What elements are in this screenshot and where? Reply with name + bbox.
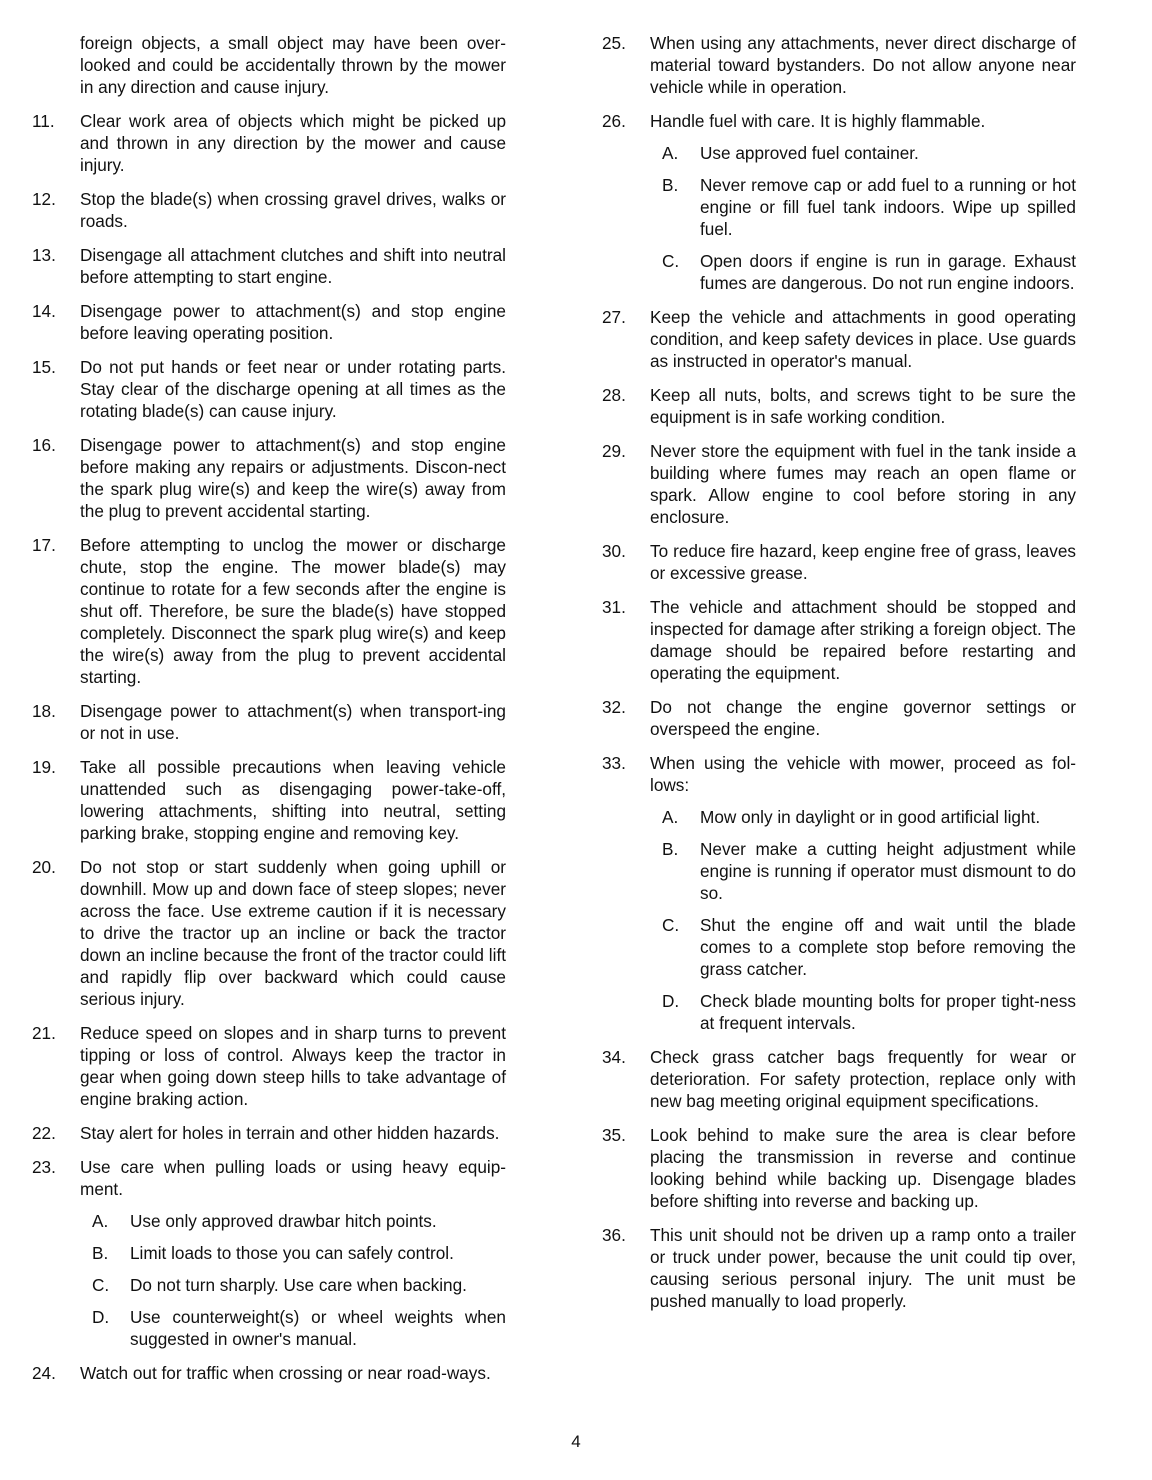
safety-rule-item: [32, 1362, 506, 1384]
sub-rule-item: [80, 1210, 506, 1232]
rule-number: 24.: [32, 1363, 56, 1383]
rule-text: Keep all nuts, bolts, and screws tight to be sure the equipment is in safe working condition.: [650, 385, 1076, 427]
rule-number: 29.: [602, 441, 626, 461]
safety-rule-item: [602, 696, 1076, 740]
rule-text: Disengage power to attachment(s) when transport-ing or not in use.: [80, 701, 506, 743]
rule-number: 19.: [32, 757, 56, 777]
sub-rule-item: [650, 250, 1076, 294]
safety-rule-item: [32, 1156, 506, 1350]
sub-rule-item: [650, 838, 1076, 904]
sub-rule-text: Limit loads to those you can safely control.: [130, 1243, 454, 1263]
rule-number: 32.: [602, 697, 626, 717]
rule-number: 14.: [32, 301, 56, 321]
sub-rule-text: Shut the engine off and wait until the blade comes to a complete stop before removing the grass catcher.: [700, 915, 1076, 979]
rule-text: Do not change the engine governor settings or overspeed the engine.: [650, 697, 1076, 739]
sub-rule-text: Never remove cap or add fuel to a running or hot engine or fill fuel tank indoors. Wipe up spilled fuel.: [700, 175, 1076, 239]
rule-body: [80, 244, 506, 288]
rule-body: [650, 306, 1076, 372]
rule-text: Do not stop or start suddenly when going uphill or downhill. Mow up and down face of steep slopes; never across the face. Use extreme caution if it is necessary to drive the tractor up an incline or back the tractor down an incline because the front of the tractor could lift and rapidly flip over backward which could cause serious injury.: [80, 857, 506, 1009]
sub-rule-text: Open doors if engine is run in garage. Exhaust fumes are dangerous. Do not run engine indoors.: [700, 251, 1076, 293]
rule-body: [80, 700, 506, 744]
safety-rule-item: [32, 434, 506, 522]
continuation-paragraph: foreign objects, a small object may have been over-looked and could be accidentally thrown by the mower in any direction and cause injury.: [80, 33, 506, 97]
rule-number: 26.: [602, 111, 626, 131]
rule-text: This unit should not be driven up a ramp onto a trailer or truck under power, because the unit could tip over, causing serious personal injury. The unit must be pushed manually to load properly.: [650, 1225, 1076, 1311]
rule-number: 36.: [602, 1225, 626, 1245]
sub-rule-item: [650, 806, 1076, 828]
rule-text: Disengage all attachment clutches and shift into neutral before attempting to start engine.: [80, 245, 506, 287]
rule-number: 11.: [32, 111, 55, 131]
rule-text: Look behind to make sure the area is clear before placing the transmission in reverse and continue looking behind while backing up. Disengage blades before shifting into reverse and backing up.: [650, 1125, 1076, 1211]
rule-body: [650, 1046, 1076, 1112]
sub-rule-letter: A.: [662, 143, 679, 163]
rule-body: [80, 188, 506, 232]
rule-text: Disengage power to attachment(s) and stop engine before making any repairs or adjustments. Discon-nect the spark plug wire(s) and keep the wire(s) away from the plug to prevent accidental starting.: [80, 435, 506, 521]
rule-number: 20.: [32, 857, 56, 877]
sub-rule-item: [80, 1242, 506, 1264]
rule-body: [650, 596, 1076, 684]
rule-text: When using the vehicle with mower, proceed as fol-lows:: [650, 753, 1076, 795]
sub-rule-letter: B.: [92, 1243, 109, 1263]
safety-rule-item: [602, 1124, 1076, 1212]
sub-rule-item: [650, 174, 1076, 240]
sub-rule-letter: C.: [662, 251, 680, 271]
rule-number: 25.: [602, 33, 626, 53]
sub-rule-item: [650, 142, 1076, 164]
safety-rule-item: [602, 1046, 1076, 1112]
safety-rule-item: [32, 110, 506, 176]
safety-rule-item: [602, 752, 1076, 1034]
rule-number: 21.: [32, 1023, 56, 1043]
safety-rule-item: [32, 700, 506, 744]
rule-body: [80, 434, 506, 522]
rule-text: Keep the vehicle and attachments in good operating condition, and keep safety devices in place. Use guards as instructed in operator's manual.: [650, 307, 1076, 371]
safety-rule-item: [602, 596, 1076, 684]
rule-body: [650, 1224, 1076, 1312]
sub-rule-text: Mow only in daylight or in good artificial light.: [700, 807, 1041, 827]
safety-rule-item: [32, 188, 506, 232]
rule-body: [650, 110, 1076, 294]
safety-rule-item: [32, 1022, 506, 1110]
safety-rule-item: [602, 384, 1076, 428]
rule-number: 31.: [602, 597, 626, 617]
rule-text: Check grass catcher bags frequently for wear or deterioration. For safety protection, replace only with new bag meeting original equipment specifications.: [650, 1047, 1076, 1111]
sub-rule-text: Do not turn sharply. Use care when backing.: [130, 1275, 467, 1295]
rule-body: [80, 110, 506, 176]
rule-number: 34.: [602, 1047, 626, 1067]
rule-text: To reduce fire hazard, keep engine free of grass, leaves or excessive grease.: [650, 541, 1076, 583]
rule-body: [80, 534, 506, 688]
sub-rule-text: Check blade mounting bolts for proper tight-ness at frequent intervals.: [700, 991, 1076, 1033]
rule-body: [80, 1156, 506, 1350]
rule-body: [650, 540, 1076, 584]
rule-text: Reduce speed on slopes and in sharp turns to prevent tipping or loss of control. Always keep the tractor in gear when going down steep hills to take advantage of engine braking action.: [80, 1023, 506, 1109]
sub-rule-letter: D.: [662, 991, 680, 1011]
rule-number: 22.: [32, 1123, 56, 1143]
sub-rule-text: Use counterweight(s) or wheel weights when suggested in owner's manual.: [130, 1307, 506, 1349]
rule-text: Stay alert for holes in terrain and other hidden hazards.: [80, 1123, 500, 1143]
rule-body: [80, 356, 506, 422]
rule-body: [650, 384, 1076, 428]
rule-number: 30.: [602, 541, 626, 561]
rule-number: 18.: [32, 701, 56, 721]
safety-rule-item: [32, 356, 506, 422]
rule-body: [650, 440, 1076, 528]
right-column: [602, 32, 1076, 1324]
rule-number: 15.: [32, 357, 56, 377]
sub-rule-item: [80, 1306, 506, 1350]
rule-text: Do not put hands or feet near or under rotating parts. Stay clear of the discharge opening at all times as the rotating blade(s) can cause injury.: [80, 357, 506, 421]
rule-number: 12.: [32, 189, 56, 209]
safety-rule-item: [602, 440, 1076, 528]
rule-text: Watch out for traffic when crossing or near road-ways.: [80, 1363, 491, 1383]
rule-number: 27.: [602, 307, 626, 327]
rule-text: Never store the equipment with fuel in the tank inside a building where fumes may reach an open flame or spark. Allow engine to cool before storing in any enclosure.: [650, 441, 1076, 527]
sub-rule-letter: C.: [92, 1275, 110, 1295]
rule-text: When using any attachments, never direct discharge of material toward bystanders. Do not allow anyone near vehicle while in operation.: [650, 33, 1076, 97]
safety-rule-item: [602, 110, 1076, 294]
rule-number: 17.: [32, 535, 56, 555]
sub-rule-letter: C.: [662, 915, 680, 935]
sub-rule-letter: A.: [92, 1211, 109, 1231]
page-number: 4: [571, 1432, 581, 1451]
rule-body: [80, 756, 506, 844]
rule-number: 28.: [602, 385, 626, 405]
sub-rule-item: [650, 990, 1076, 1034]
safety-rule-item: [602, 1224, 1076, 1312]
rule-body: [650, 752, 1076, 1034]
safety-rule-item: [602, 306, 1076, 372]
rule-number: 23.: [32, 1157, 56, 1177]
sub-rule-text: Never make a cutting height adjustment while engine is running if operator must dismount to do so.: [700, 839, 1076, 903]
safety-rule-item: [32, 300, 506, 344]
sub-rule-text: Use only approved drawbar hitch points.: [130, 1211, 437, 1231]
sub-rule-letter: B.: [662, 175, 679, 195]
sub-rule-item: [80, 1274, 506, 1296]
rule-number: 33.: [602, 753, 626, 773]
safety-rule-item: [32, 1122, 506, 1144]
rule-text: Before attempting to unclog the mower or discharge chute, stop the engine. The mower blade(s) may continue to rotate for a few seconds after the engine is shut off. Therefore, be sure the blade(s) have stopped completely. Disconnect the spark plug wire(s) and keep the wire(s) away from the plug to prevent accidental starting.: [80, 535, 506, 687]
safety-rule-item: [32, 244, 506, 288]
safety-rule-item: [602, 32, 1076, 98]
rule-body: [650, 696, 1076, 740]
rule-number: 16.: [32, 435, 56, 455]
rule-body: [650, 32, 1076, 98]
rule-body: [80, 1362, 506, 1384]
rule-body: [80, 1022, 506, 1110]
rule-text: Handle fuel with care. It is highly flammable.: [650, 111, 986, 131]
safety-rule-item: [32, 534, 506, 688]
safety-rule-item: [602, 540, 1076, 584]
rule-body: [80, 856, 506, 1010]
sub-rule-item: [650, 914, 1076, 980]
rule-body: [80, 300, 506, 344]
left-column: [32, 32, 506, 1396]
rule-text: Use care when pulling loads or using heavy equip-ment.: [80, 1157, 506, 1199]
rule-text: The vehicle and attachment should be stopped and inspected for damage after striking a foreign object. The damage should be repaired before restarting and operating the equipment.: [650, 597, 1076, 683]
sub-rule-text: Use approved fuel container.: [700, 143, 919, 163]
sub-rule-letter: A.: [662, 807, 679, 827]
safety-rule-item: [32, 756, 506, 844]
rule-body: [650, 1124, 1076, 1212]
rule-text: Disengage power to attachment(s) and stop engine before leaving operating position.: [80, 301, 506, 343]
safety-rule-item: [32, 856, 506, 1010]
sub-rule-letter: B.: [662, 839, 679, 859]
rule-text: Stop the blade(s) when crossing gravel drives, walks or roads.: [80, 189, 506, 231]
rule-number: 13.: [32, 245, 56, 265]
rule-text: Take all possible precautions when leaving vehicle unattended such as disengaging power-take-off, lowering attachments, shifting into neutral, setting parking brake, stopping engine and removing key.: [80, 757, 506, 843]
sub-rule-letter: D.: [92, 1307, 110, 1327]
rule-number: 35.: [602, 1125, 626, 1145]
rule-text: Clear work area of objects which might be picked up and thrown in any direction by the mower and cause injury.: [80, 111, 506, 175]
rule-body: [80, 1122, 506, 1144]
